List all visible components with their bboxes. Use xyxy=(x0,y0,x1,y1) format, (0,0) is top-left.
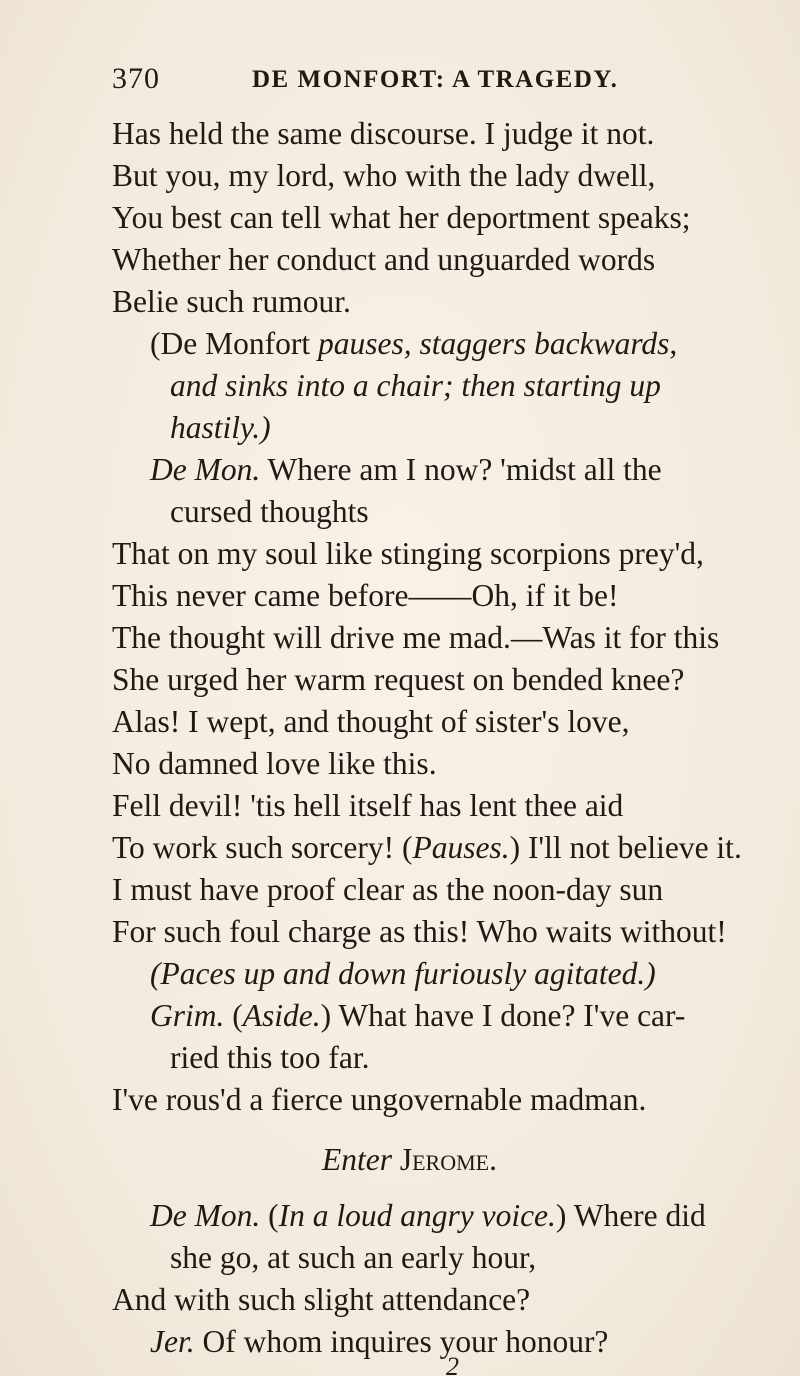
stage-direction xyxy=(150,328,677,360)
page-header xyxy=(112,62,712,102)
speech-text: ) What have I done? I've car- xyxy=(320,998,686,1033)
speech-text: Of whom inquires your honour? xyxy=(194,1324,609,1359)
verse-line: But you, my lord, who with the lady dwell, xyxy=(112,158,656,193)
verse-line: Alas! I wept, and thought of sister's love, xyxy=(112,704,630,739)
verse-line: You best can tell what her deportment speaks; xyxy=(112,200,691,235)
speech-line xyxy=(150,1000,685,1032)
stage-direction: (Paces up and down furiously agitated.) xyxy=(150,956,656,991)
verse-line: For such foul charge as this! Who waits without! xyxy=(112,914,727,949)
verse-line: Belie such rumour. xyxy=(112,284,351,319)
speech-text: ( xyxy=(260,1198,279,1233)
verse-line: cursed thoughts xyxy=(170,494,369,529)
speech-text: Where am I now? 'midst all the xyxy=(260,452,662,487)
character-name: Jerome. xyxy=(391,1142,497,1177)
verse-line: Fell devil! 'tis hell itself has lent thee aid xyxy=(112,788,624,823)
speaker-name: De Mon. xyxy=(150,452,261,487)
speech-line xyxy=(150,454,662,486)
verse-line: That on my soul like stinging scorpions prey'd, xyxy=(112,536,704,571)
speech-line xyxy=(150,1200,706,1232)
entrance-word: Enter xyxy=(322,1142,392,1177)
stage-direction-text: In a loud angry voice. xyxy=(278,1198,556,1233)
stage-direction: hastily.) xyxy=(170,410,271,445)
aside-direction: Aside. xyxy=(242,998,321,1033)
entrance-direction xyxy=(322,1144,497,1176)
verse-line: The thought will drive me mad.—Was it for this xyxy=(112,620,720,655)
speech-text: ) Where did xyxy=(555,1198,706,1233)
verse-line: She urged her warm request on bended knee? xyxy=(112,662,685,697)
speaker-name: De Mon. xyxy=(150,1198,261,1233)
speech-line xyxy=(150,1326,608,1358)
page-number: 370 xyxy=(112,62,160,95)
speaker-name: Grim. xyxy=(150,998,225,1033)
verse-line: And with such slight attendance? xyxy=(112,1282,531,1317)
running-title: DE MONFORT: A TRAGEDY. xyxy=(252,66,619,93)
catchword: 2 xyxy=(446,1352,459,1376)
verse-line: Has held the same discourse. I judge it not. xyxy=(112,116,655,151)
speaker-name: Jer. xyxy=(150,1324,195,1359)
verse-line: she go, at such an early hour, xyxy=(170,1240,537,1275)
verse-line: ried this too far. xyxy=(170,1040,370,1075)
stage-direction: and sinks into a chair; then starting up xyxy=(170,368,661,403)
verse-line: I've rous'd a fierce ungovernable madman. xyxy=(112,1082,647,1117)
verse-line xyxy=(112,832,742,864)
verse-line: This never came before——Oh, if it be! xyxy=(112,578,619,613)
verse-line: I must have proof clear as the noon-day sun xyxy=(112,872,664,907)
verse-text: To work such sorcery! ( xyxy=(112,830,413,865)
verse-line: Whether her conduct and unguarded words xyxy=(112,242,656,277)
speech-text: ( xyxy=(224,998,243,1033)
verse-text: ) I'll not believe it. xyxy=(509,830,742,865)
stage-direction-name: (De Monfort xyxy=(150,326,318,361)
verse-line: No damned love like this. xyxy=(112,746,437,781)
stage-direction-text: pauses, staggers backwards, xyxy=(317,326,678,361)
stage-direction-text: Pauses. xyxy=(412,830,510,865)
